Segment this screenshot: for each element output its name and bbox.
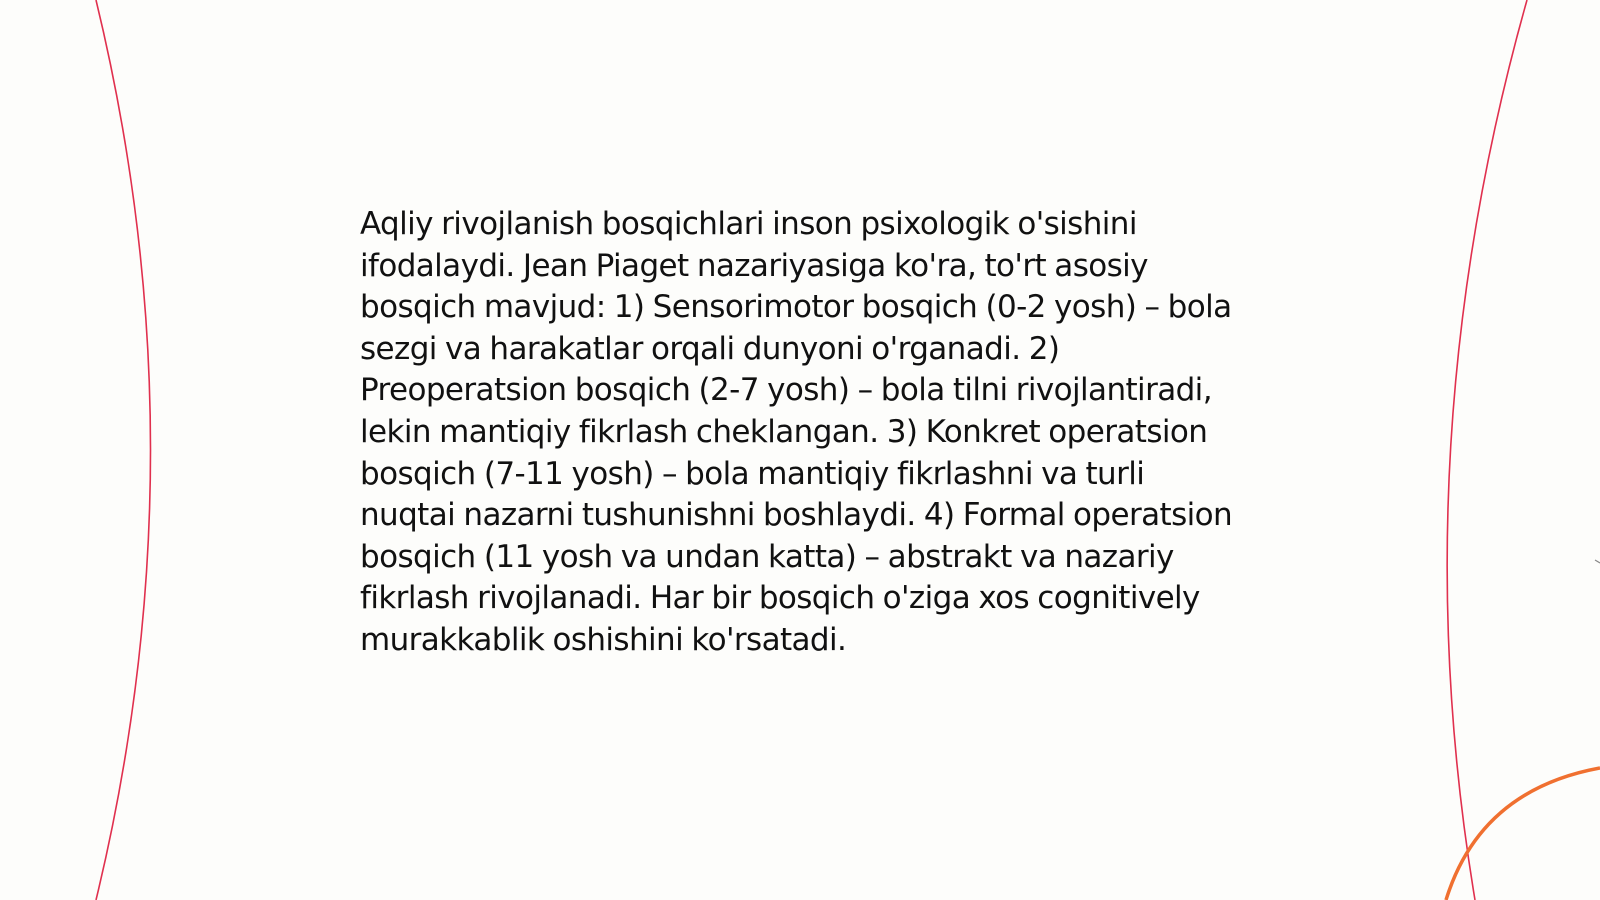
orange-arc-decoration [1446,768,1600,900]
right-curve-line [1447,0,1527,900]
edge-tick-mark [1595,560,1600,563]
body-paragraph: Aqliy rivojlanish bosqichlari inson psixologik o'sishini ifodalaydi. Jean Piaget nazariyasiga ko'ra, to'rt asosiy bosqich mavjud: 1) Sensorimotor bosqich (0-2 yosh) – bola sezgi va harakatlar orqali dunyoni o'rganadi. 2) Preoperatsion bosqich (2-7 yosh) – bola tilni rivojlantiradi, lekin mantiqiy fikrlash cheklangan. 3) Konkret operatsion bosqich (7-11 yosh) – bola mantiqiy fikrlashni va turli nuqtai nazarni tushunishni boshlaydi. 4) Formal operatsion bosqich (11 yosh va undan katta) – abstrakt va nazariy fikrlash rivojlanadi. Har bir bosqich o'ziga xos cognitively murakkablik oshishini ko'rsatadi. [360,206,1233,658]
left-curve-line [96,0,151,900]
